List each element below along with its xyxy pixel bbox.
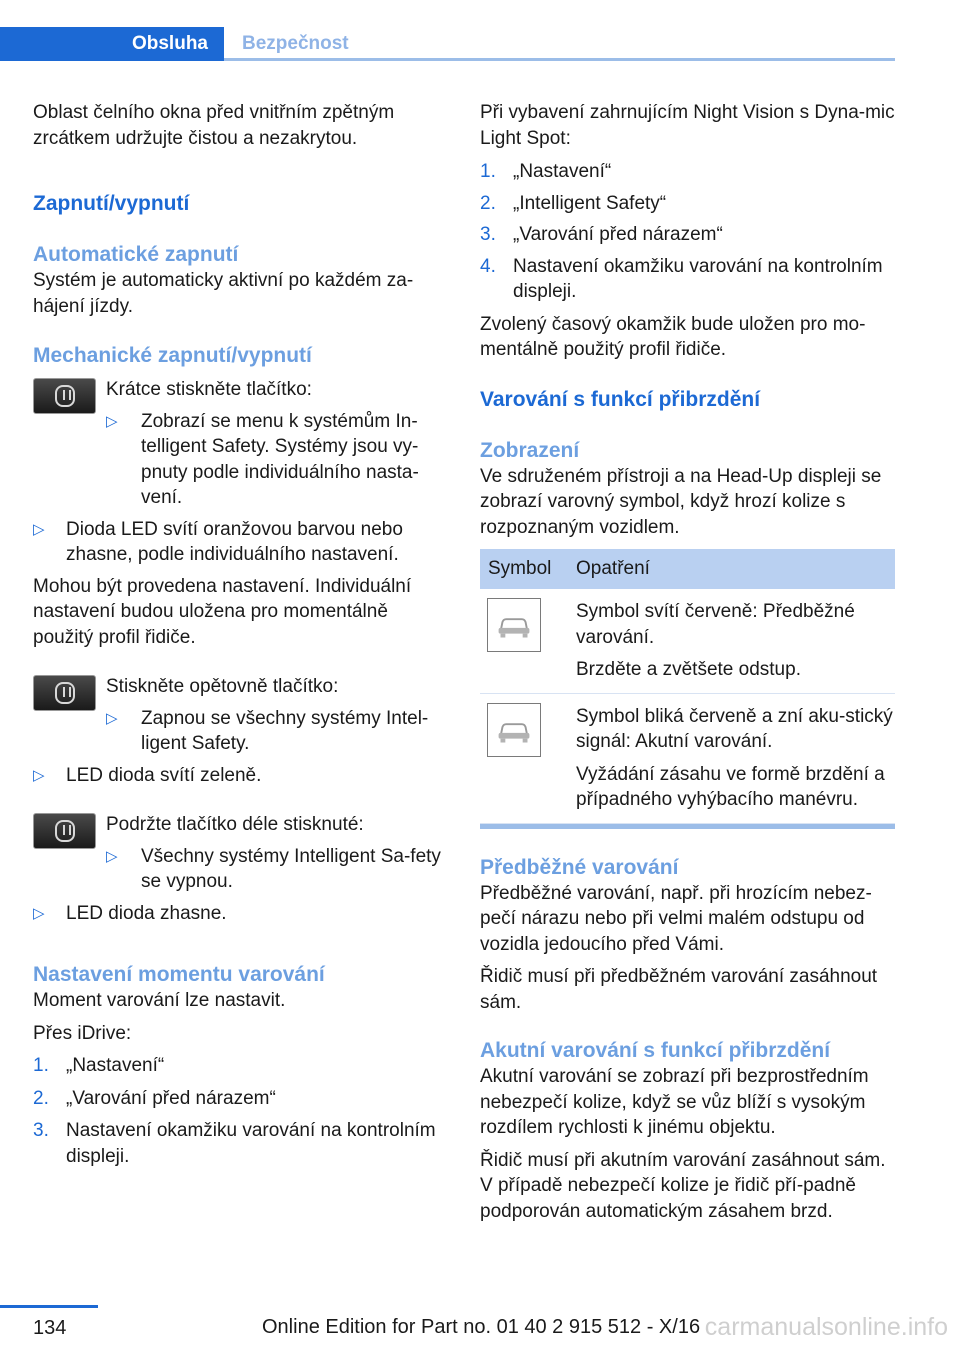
page-number: 134 [33, 1317, 67, 1339]
moment-text: Moment varování lze nastavit. [33, 990, 286, 1011]
idrive-steps [33, 1053, 448, 1169]
button-instruction-hold [33, 812, 448, 895]
list-item: ▷ Zobrazí se menu k systémům In‐telligent Safety. Systémy jsou vy‐pnuty podle individuálního nasta‐vení. [106, 410, 419, 508]
tab-obsluha[interactable]: Obsluha [0, 27, 224, 61]
list-item: 2. „Intelligent Safety“ [480, 192, 667, 214]
heading-pre-warning: Předběžné varování [480, 855, 679, 879]
list-item: 4. Nastavení okamžiku varování na kontrolním displeji. [480, 255, 883, 302]
press-hold-text: Podržte tlačítko déle stisknuté: [106, 814, 364, 835]
safety-button-icon [33, 813, 96, 849]
pre-warning-text-2: Řidič musí při předběžném varování zasáhnout sám. [480, 966, 878, 1013]
button-instruction-short [33, 377, 448, 511]
watermark: carmanualsonline.info [704, 1313, 948, 1341]
heading-warning-moment: Nastavení momentu varování [33, 963, 325, 986]
list-item: 3. „Varování před nárazem“ [480, 224, 723, 245]
triangle-bullet-icon: ▷ [33, 766, 45, 784]
chapter-tabs [0, 27, 895, 61]
table-bottom-rule [480, 824, 895, 829]
symbol-table [480, 549, 895, 824]
triangle-bullet-icon: ▷ [33, 520, 45, 538]
heading-brake-warning: Varování s funkcí přibrzdění [480, 387, 761, 411]
triangle-bullet-icon: ▷ [106, 709, 118, 727]
pre-warning-text-1: Předběžné varování, např. při hrozícím nebez‐pečí nárazu nebo při velmi malém odstupu od vozidla jedoucího před Vámi. [480, 882, 872, 955]
table-row [480, 693, 895, 823]
table-header-symbol: Symbol [480, 549, 568, 589]
night-vision-intro: Při vybavení zahrnujícím Night Vision s Dyna‐mic Light Spot: [480, 102, 895, 149]
table-row [480, 589, 895, 693]
row1-text-b: Brzděte a zvětšete odstup. [576, 659, 801, 680]
safety-button-icon [33, 675, 96, 711]
footer-rule [0, 1305, 98, 1308]
auto-on-text: Systém je automaticky aktivní po každém za‐hájení jízdy. [33, 270, 414, 317]
triangle-bullet-icon: ▷ [106, 412, 118, 430]
left-column [33, 100, 448, 1169]
list-item: 1. „Nastavení“ [480, 161, 612, 182]
idrive-text: Přes iDrive: [33, 1022, 132, 1044]
acute-warning-text-2: Řidič musí při akutním varování zasáhnout sám. V případě nebezpečí kolize je řidič pří‐padně podporován automatickým zásahem brzd. [480, 1149, 886, 1222]
car-warning-icon [487, 598, 541, 652]
list-item: 1. „Nastavení“ [33, 1055, 165, 1076]
saved-paragraph: Zvolený časový okamžik bude uložen pro mo‐mentálně použitý profil řidiče. [480, 313, 866, 360]
night-vision-steps [480, 159, 895, 305]
list-item: ▷ Všechny systémy Intelligent Sa‐fety se vypnou. [106, 845, 441, 892]
list-item: ▷ Dioda LED svítí oranžovou barvou nebo zhasne, podle individuálního nastavení. [33, 518, 403, 565]
right-column [480, 100, 895, 1224]
row1-text-a: Symbol svítí červeně: Předběžné varování. [576, 601, 855, 648]
press-short-text: Krátce stiskněte tlačítko: [106, 379, 312, 400]
row2-text-a: Symbol bliká červeně a zní aku‐stický signál: Akutní varování. [576, 705, 893, 752]
list-item: ▷ LED dioda zhasne. [33, 901, 448, 927]
button-instruction-again [33, 674, 448, 757]
list-item: 2. „Varování před nárazem“ [33, 1087, 276, 1109]
display-text: Ve sdruženém přístroji a na Head-Up displeji se zobrazí varovný symbol, když hrozí kolize s rozpoznaným vozidlem. [480, 465, 882, 538]
heading-acute-warning: Akutní varování s funkcí přibrzdění [480, 1039, 831, 1062]
heading-manual-on-off: Mechanické zapnutí/vypnutí [33, 344, 312, 367]
settings-paragraph: Mohou být provedena nastavení. Individuální nastavení budou uložena pro momentálně použitý profil řidiče. [33, 575, 412, 648]
list-item: ▷ Zapnou se všechny systémy Intel‐ligent Safety. [106, 707, 429, 754]
car-warning-blink-icon [487, 703, 541, 757]
heading-auto-on: Automatické zapnutí [33, 243, 239, 266]
list-item: ▷ LED dioda svítí zeleně. [33, 763, 448, 789]
triangle-bullet-icon: ▷ [106, 847, 118, 865]
safety-button-icon [33, 378, 96, 414]
intro-paragraph: Oblast čelního okna před vnitřním zpětným zrcátkem udržujte čistou a nezakrytou. [33, 102, 395, 149]
list-item: 3. Nastavení okamžiku varování na kontrolním displeji. [33, 1120, 436, 1167]
heading-on-off: Zapnutí/vypnutí [33, 192, 190, 215]
tab-bezpecnost[interactable]: Bezpečnost [224, 27, 895, 61]
edition-text: Online Edition for Part no. 01 40 2 915 512 - X/16 [262, 1316, 701, 1338]
press-again-text: Stiskněte opětovně tlačítko: [106, 676, 339, 697]
row2-text-b: Vyžádání zásahu ve formě brzdění a případného vyhýbacího manévru. [576, 763, 885, 810]
tab-underline [224, 58, 895, 61]
table-header-action: Opatření [568, 549, 895, 589]
acute-warning-text-1: Akutní varování se zobrazí při bezprostředním nebezpečí kolize, když se vůz blíží s vysokým rozdílem rychlosti k jinému objektu. [480, 1066, 869, 1138]
heading-display: Zobrazení [480, 438, 580, 462]
triangle-bullet-icon: ▷ [33, 904, 45, 922]
